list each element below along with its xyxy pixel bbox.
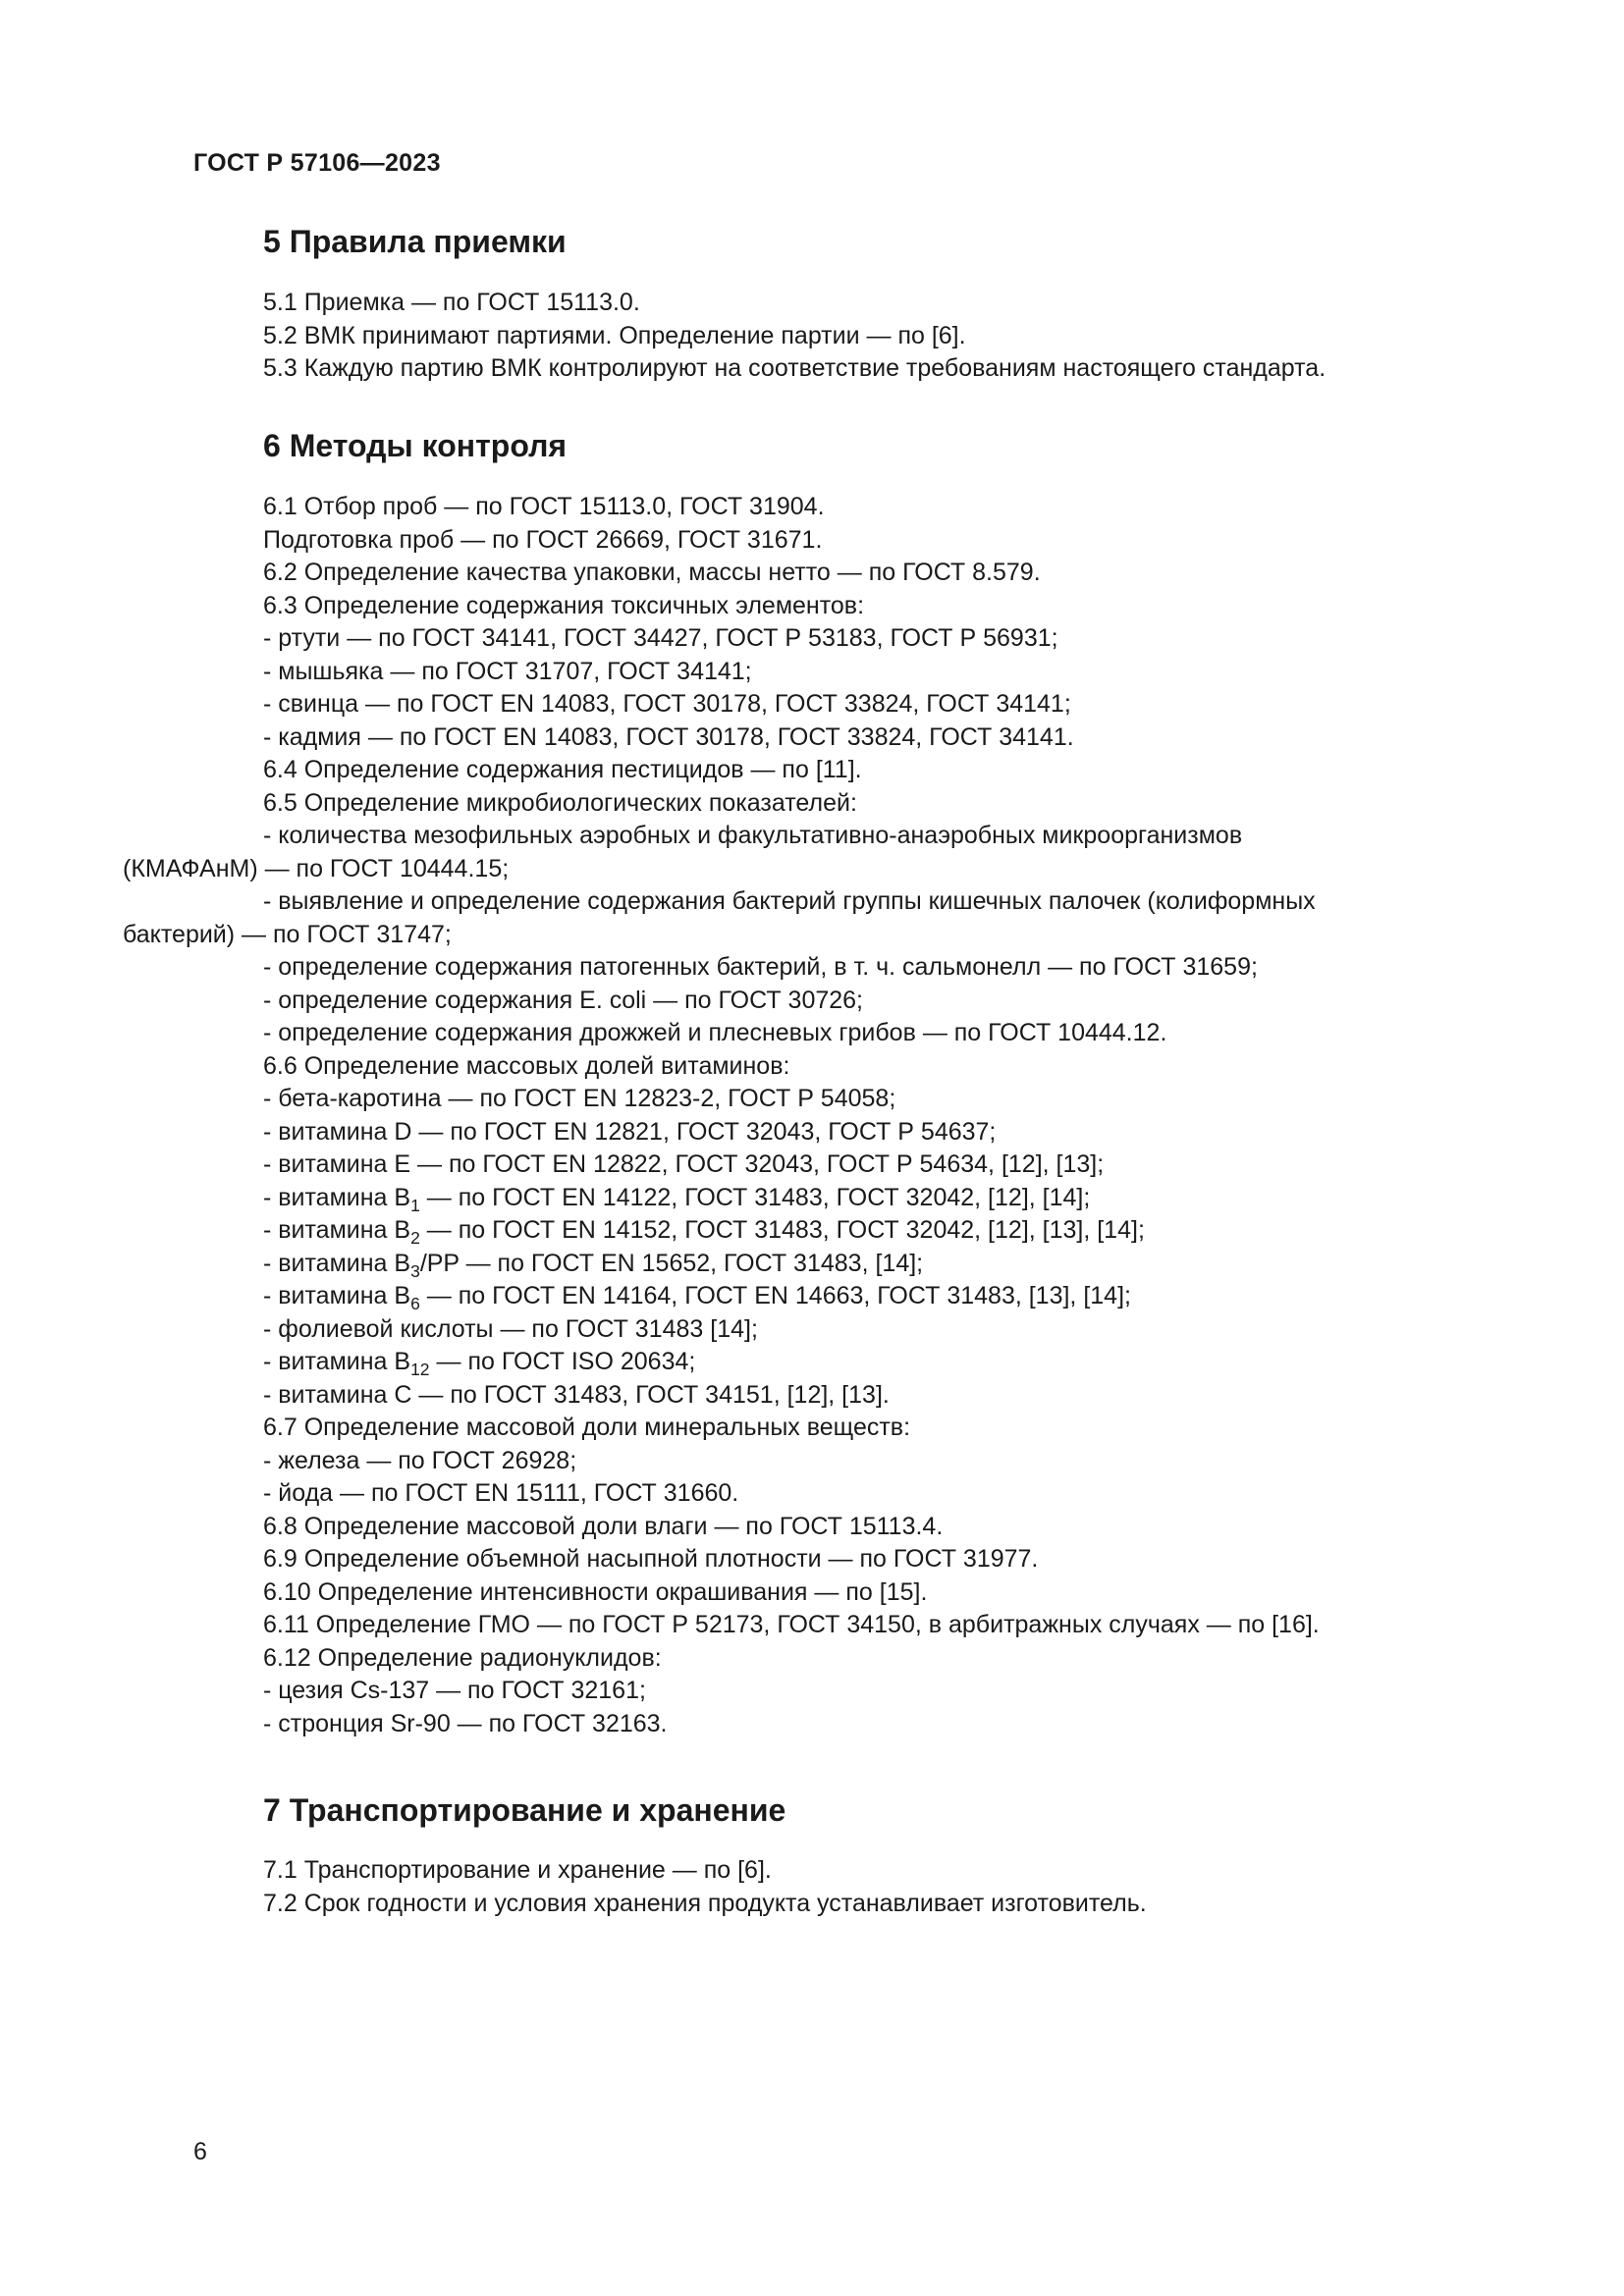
list-item: - выявление и определение содержания бактерий группы кишечных палочек (колиформных (263, 887, 1316, 915)
paragraph-6-11: 6.11 Определение ГМО — по ГОСТ Р 52173, ГОСТ 34150, в арбитражных случаях — по [16]. (263, 1611, 1320, 1638)
list-item: - железа — по ГОСТ 26928; (263, 1446, 577, 1474)
section-5-body (194, 287, 1526, 386)
paragraph-6-5: 6.5 Определение микробиологических показателей: (263, 788, 857, 817)
list-item: - ртути — по ГОСТ 34141, ГОСТ 34427, ГОСТ Р 53183, ГОСТ Р 56931; (263, 624, 1058, 652)
subscript: 1 (410, 1195, 420, 1215)
subscript: 3 (410, 1260, 420, 1281)
list-item: - определение содержания дрожжей и плесневых грибов — по ГОСТ 10444.12. (263, 1019, 1167, 1046)
list-item: - бета-каротина — по ГОСТ EN 12823-2, ГОСТ Р 54058; (263, 1085, 896, 1112)
section-5-title: 5 Правила приемки (263, 224, 567, 259)
list-item-vitamin-b2 (194, 1214, 1526, 1248)
paragraph-6-1-prep: Подготовка проб — по ГОСТ 26669, ГОСТ 31671. (263, 525, 823, 554)
section-7-title: 7 Транспортирование и хранение (263, 1792, 786, 1828)
text: — по ГОСТ EN 14164, ГОСТ EN 14663, ГОСТ 31483, [13], [14]; (419, 1282, 1131, 1309)
paragraph-5-3: 5.3 Каждую партию ВМК контролируют на соответствие требованиям настоящего стандарта. (263, 354, 1326, 382)
section-7-body (194, 1854, 1526, 1920)
document-id-header: ГОСТ Р 57106—2023 (193, 149, 441, 177)
list-item: - кадмия — по ГОСТ EN 14083, ГОСТ 30178, ГОСТ 33824, ГОСТ 34141. (263, 722, 1074, 751)
list-item: - определение содержания E. coli — по ГОСТ 30726; (263, 986, 863, 1014)
list-item: - витамина E — по ГОСТ EN 12822, ГОСТ 32043, ГОСТ Р 54634, [12], [13]; (263, 1150, 1105, 1178)
paragraph-5-2: 5.2 ВМК принимают партиями. Определение партии — по [6]. (263, 321, 966, 349)
text: - витамина B (263, 1282, 411, 1309)
list-item: - витамина D — по ГОСТ EN 12821, ГОСТ 32043, ГОСТ Р 54637; (263, 1117, 997, 1146)
page-number: 6 (193, 2138, 207, 2165)
paragraph-6-12: 6.12 Определение радионуклидов: (263, 1643, 662, 1672)
subscript: 12 (410, 1360, 430, 1380)
paragraph-6-9: 6.9 Определение объемной насыпной плотности — по ГОСТ 31977. (263, 1545, 1039, 1573)
list-item: - мышьяка — по ГОСТ 31707, ГОСТ 34141; (263, 657, 752, 685)
list-item: - йода — по ГОСТ EN 15111, ГОСТ 31660. (263, 1479, 739, 1507)
paragraph-6-2: 6.2 Определение качества упаковки, массы нетто — по ГОСТ 8.579. (263, 559, 1041, 586)
paragraph-6-10: 6.10 Определение интенсивности окрашивания — по [15]. (263, 1577, 928, 1606)
paragraph-6-4: 6.4 Определение содержания пестицидов — по [11]. (263, 756, 862, 783)
list-item-continuation: бактерий) — по ГОСТ 31747; (123, 920, 452, 948)
list-item: - свинца — по ГОСТ EN 14083, ГОСТ 30178, ГОСТ 33824, ГОСТ 34141; (263, 690, 1071, 718)
list-item: - количества мезофильных аэробных и факультативно-анаэробных микроорганизмов (263, 822, 1243, 849)
text: - витамина B (263, 1183, 411, 1211)
subscript: 2 (410, 1228, 420, 1249)
list-item: - определение содержания патогенных бактерий, в т. ч. сальмонелл — по ГОСТ 31659; (263, 953, 1258, 981)
list-item-vitamin-b12 (194, 1346, 1526, 1379)
list-item: - цезия Cs-137 — по ГОСТ 32161; (263, 1677, 646, 1704)
paragraph-6-8: 6.8 Определение массовой доли влаги — по ГОСТ 15113.4. (263, 1512, 944, 1540)
paragraph-6-3: 6.3 Определение содержания токсичных элементов: (263, 591, 865, 619)
text: - витамина B (263, 1216, 411, 1244)
paragraph-7-1: 7.1 Транспортирование и хранение — по [6]. (263, 1856, 772, 1884)
text: — по ГОСТ EN 14152, ГОСТ 31483, ГОСТ 32042, [12], [13], [14]; (419, 1216, 1145, 1244)
text: - витамина B (263, 1249, 411, 1277)
text: — по ГОСТ EN 14122, ГОСТ 31483, ГОСТ 32042, [12], [14]; (419, 1183, 1091, 1211)
paragraph-5-1: 5.1 Приемка — по ГОСТ 15113.0. (263, 289, 640, 316)
subscript: 6 (410, 1294, 420, 1314)
list-item: - витамина C — по ГОСТ 31483, ГОСТ 34151, [12], [13]. (263, 1380, 890, 1409)
list-item-vitamin-b6 (194, 1280, 1526, 1313)
list-item-vitamin-b3 (194, 1248, 1526, 1281)
text: - витамина B (263, 1348, 411, 1375)
list-item-vitamin-b1 (194, 1182, 1526, 1215)
list-item: - стронция Sr-90 — по ГОСТ 32163. (263, 1709, 668, 1737)
paragraph-7-2: 7.2 Срок годности и условия хранения продукта устанавливает изготовитель. (263, 1889, 1147, 1917)
list-item: - фолиевой кислоты — по ГОСТ 31483 [14]; (263, 1314, 758, 1343)
section-6-body (123, 491, 1526, 1740)
text: — по ГОСТ ISO 20634; (429, 1348, 696, 1375)
paragraph-6-7: 6.7 Определение массовой доли минеральных веществ: (263, 1414, 911, 1441)
paragraph-6-6: 6.6 Определение массовых долей витаминов: (263, 1051, 790, 1080)
paragraph-6-1: 6.1 Отбор проб — по ГОСТ 15113.0, ГОСТ 31904. (263, 493, 825, 520)
text: /PP — по ГОСТ EN 15652, ГОСТ 31483, [14]; (419, 1249, 924, 1277)
list-item-continuation: (КМАФАнМ) — по ГОСТ 10444.15; (123, 854, 510, 882)
section-6-title: 6 Методы контроля (263, 428, 568, 463)
